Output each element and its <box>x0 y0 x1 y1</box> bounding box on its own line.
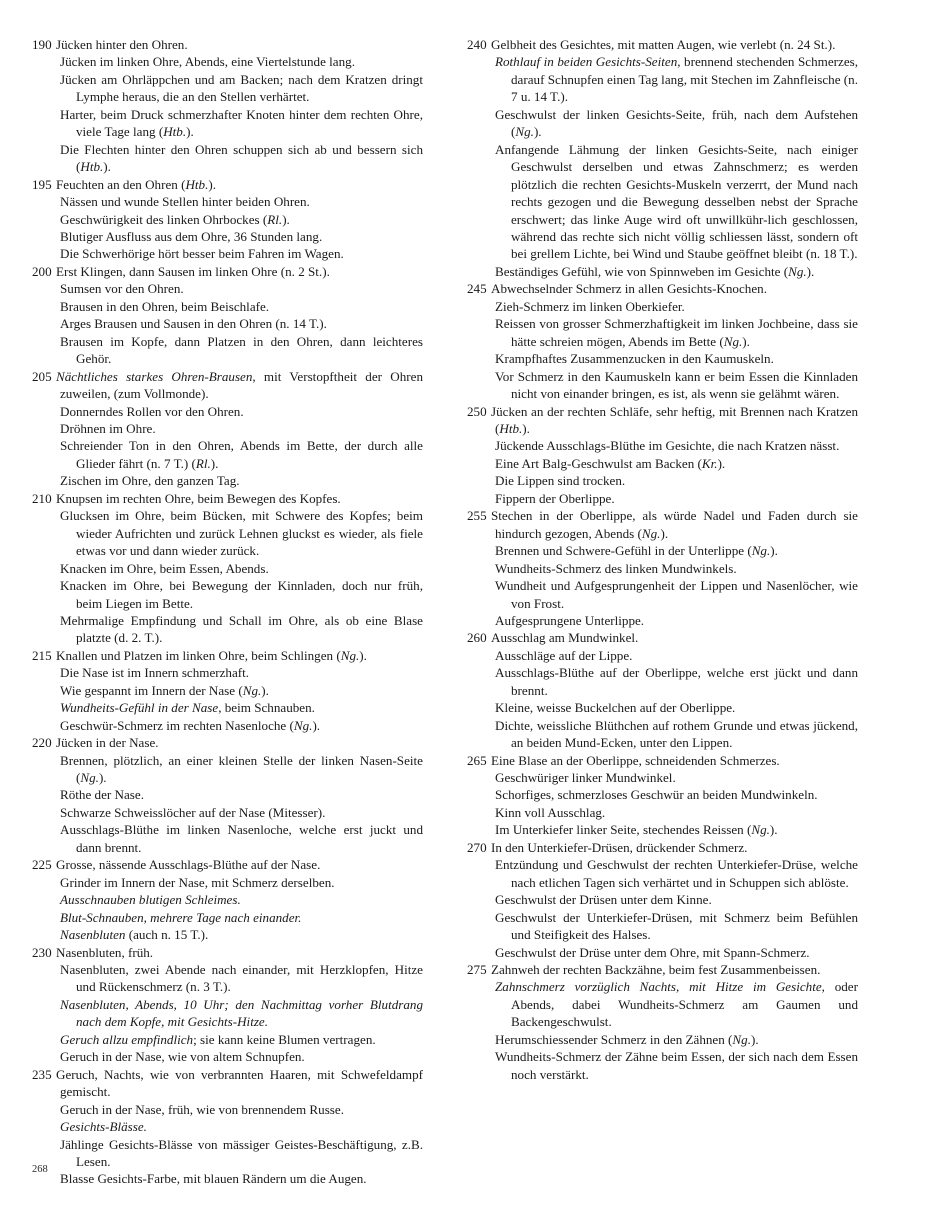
numbered-entry <box>32 490 423 507</box>
symptom-line: Aufgesprungene Unterlippe. <box>495 612 645 628</box>
numbered-entry <box>467 280 858 297</box>
entry-text: Geruch, Nachts, wie von verbrannten Haaren, mit Schwefeldampf gemischt. <box>56 1066 423 1100</box>
symptom-line: Eine Art Balg-Geschwulst am Backen (Kr.). <box>495 455 726 471</box>
entry-text: Jücken an der rechten Schläfe, sehr heftig, mit Brennen nach Kratzen (Htb.). <box>491 403 858 436</box>
symptom-line: Donnerndes Rollen vor den Ohren. <box>60 403 244 419</box>
symptom-line: Geschwulst der Drüsen unter dem Kinne. <box>495 892 712 908</box>
entry-text: Grosse, nässende Ausschlags-Blüthe auf der Nase. <box>56 857 321 873</box>
symptom-line: Mehrmalige Empfindung und Schall im Ohre, als ob eine Blase platzte (d. 2. T.). <box>60 612 423 646</box>
entry-number: 255 <box>467 508 487 524</box>
symptom-line: Ausschnauben blutigen Schleimes. <box>60 892 241 908</box>
entry-number: 220 <box>32 735 52 751</box>
symptom-line: Dröhnen im Ohre. <box>60 420 156 436</box>
symptom-line: Geruch in der Nase, früh, wie von brennendem Russe. <box>60 1101 344 1117</box>
entry-number: 215 <box>32 647 52 663</box>
symptom-line: Die Flechten hinter den Ohren schuppen sich ab und bessern sich (Htb.). <box>60 141 423 175</box>
symptom-line: Geschwulst der Unterkiefer-Drüsen, mit Schmerz beim Befühlen und Steifigkeit des Halses. <box>495 909 858 943</box>
symptom-line: Nasenbluten, zwei Abende nach einander, mit Herzklopfen, Hitze und Rückenschmerz (n. 3 T.). <box>60 962 423 995</box>
symptom-line: Knacken im Ohre, beim Essen, Abends. <box>60 560 269 576</box>
symptom-line: Jählinge Gesichts-Blässe von mässiger Geistes-Beschäftigung, z.B. Lesen. <box>60 1136 423 1169</box>
numbered-entry <box>467 961 858 978</box>
symptom-line: Knacken im Ohre, bei Bewegung der Kinnladen, doch nur früh, beim Liegen im Bette. <box>60 578 423 611</box>
numbered-entry <box>467 839 858 856</box>
entry-text: Knallen und Platzen im linken Ohre, beim Schlingen (Ng.). <box>56 647 367 663</box>
entry-number: 190 <box>32 37 52 52</box>
symptom-line: Wundheits-Schmerz der Zähne beim Essen, der sich nach dem Essen noch verstärkt. <box>495 1049 858 1082</box>
symptom-line: Glucksen im Ohre, beim Bücken, mit Schwere des Kopfes; beim wieder Aufrichten und zurück Lehnen gluckst es wieder, als fiele etwas vor und dann wieder zurück. <box>60 508 423 559</box>
page-number: 268 <box>32 1164 48 1175</box>
symptom-line: Reissen von grosser Schmerzhaftigkeit im linken Jochbeine, dass sie hätte schreien mögen, Abends im Bette (Ng.). <box>495 316 858 349</box>
entry-text: Jücken in der Nase. <box>56 735 159 751</box>
symptom-line: Brennen und Schwere-Gefühl in der Unterlippe (Ng.). <box>495 543 778 559</box>
entry-text: Nächtliches starkes Ohren-Brausen, mit Verstopftheit der Ohren zuweilen, (zum Vollmonde). <box>56 368 424 402</box>
symptom-line: Nasenbluten (auch n. 15 T.). <box>60 927 209 943</box>
symptom-line: Ausschlags-Blüthe im linken Nasenloche, welche erst juckt und dann brennt. <box>60 822 423 855</box>
symptom-line: Nässen und wunde Stellen hinter beiden Ohren. <box>60 194 310 210</box>
entry-text: Jücken hinter den Ohren. <box>56 37 188 52</box>
numbered-entry <box>32 368 423 403</box>
entry-text: Gelbheit des Gesichtes, mit matten Augen, wie verlebt (n. 24 St.). <box>491 37 836 52</box>
symptom-line: Harter, beim Druck schmerzhafter Knoten hinter dem rechten Ohre, viele Tage lang (Htb.). <box>60 106 423 140</box>
entry-text: Feuchten an den Ohren (Htb.). <box>56 176 216 192</box>
entry-number: 250 <box>467 403 487 419</box>
entry-number: 205 <box>32 368 52 384</box>
symptom-line: Vor Schmerz in den Kaumuskeln kann er beim Essen die Kinnladen nicht von einander bringen, es ist, als wenn sie gelähmt wären. <box>495 368 858 402</box>
entry-number: 275 <box>467 962 487 978</box>
entry-number: 270 <box>467 839 487 855</box>
symptom-line: Geschwulst der linken Gesichts-Seite, früh, nach dem Aufstehen (Ng.). <box>495 106 858 140</box>
symptom-line: Entzündung und Geschwulst der rechten Unterkiefer-Drüse, welche nach etlichen Tagen sich verhärtet und in Schuppen sich ablöste. <box>495 857 858 890</box>
symptom-line: Jücken im linken Ohre, Abends, eine Viertelstunde lang. <box>60 54 355 70</box>
numbered-entry <box>467 507 858 542</box>
entry-text: Knupsen im rechten Ohre, beim Bewegen des Kopfes. <box>56 490 341 506</box>
entry-number: 230 <box>32 944 52 960</box>
numbered-entry <box>467 36 858 53</box>
symptom-line: Die Nase ist im Innern schmerzhaft. <box>60 665 250 681</box>
numbered-entry <box>32 176 423 193</box>
symptom-line: Wie gespannt im Innern der Nase (Ng.). <box>60 682 269 698</box>
symptom-line: Brausen in den Ohren, beim Beischlafe. <box>60 298 270 314</box>
symptom-line: Wundheits-Gefühl in der Nase, beim Schnauben. <box>60 700 315 716</box>
entry-text: Stechen in der Oberlippe, als würde Nadel und Faden durch sie hindurch gezogen, Abends (Ng.). <box>491 508 858 541</box>
numbered-entry <box>467 752 858 769</box>
symptom-line: Im Unterkiefer linker Seite, stechendes Reissen (Ng.). <box>495 822 778 838</box>
symptom-line: Geschwürigkeit des linken Ohrbockes (Rl.). <box>60 211 290 227</box>
numbered-entry <box>32 1066 423 1101</box>
symptom-line: Fippern der Oberlippe. <box>495 490 615 506</box>
symptom-line: Brennen, plötzlich, an einer kleinen Stelle der linken Nasen-Seite (Ng.). <box>60 752 423 786</box>
entry-number: 210 <box>32 490 52 506</box>
entry-number: 225 <box>32 857 52 873</box>
entry-number: 260 <box>467 630 487 646</box>
symptom-line: Nasenbluten, Abends, 10 Uhr; den Nachmittag vorher Blutdrang nach dem Kopfe, mit Gesichts-Hitze. <box>60 996 423 1030</box>
symptom-line: Schorfiges, schmerzloses Geschwür an beiden Mundwinkeln. <box>495 787 818 803</box>
symptom-line: Arges Brausen und Sausen in den Ohren (n. 14 T.). <box>60 316 327 332</box>
numbered-entry <box>32 856 423 873</box>
symptom-line: Kinn voll Ausschlag. <box>495 804 606 820</box>
symptom-line: Zieh-Schmerz im linken Oberkiefer. <box>495 298 685 314</box>
entry-number: 200 <box>32 263 52 279</box>
symptom-line: Wundheit und Aufgesprungenheit der Lippen und Nasenlöcher, wie von Frost. <box>495 578 858 611</box>
numbered-entry <box>32 647 423 664</box>
entry-text: Eine Blase an der Oberlippe, schneidenden Schmerzes. <box>491 752 780 768</box>
entry-text: Nasenbluten, früh. <box>56 944 154 960</box>
symptom-line: Die Schwerhörige hört besser beim Fahren im Wagen. <box>60 246 344 262</box>
numbered-entry <box>32 36 423 53</box>
entry-text: In den Unterkiefer-Drüsen, drückender Schmerz. <box>491 839 748 855</box>
symptom-line: Die Lippen sind trocken. <box>495 473 626 489</box>
symptom-line: Beständiges Gefühl, wie von Spinnweben im Gesichte (Ng.). <box>495 263 815 279</box>
entry-number: 240 <box>467 37 487 52</box>
symptom-line: Geschwulst der Drüse unter dem Ohre, mit Spann-Schmerz. <box>495 944 810 960</box>
symptom-line: Blutiger Ausfluss aus dem Ohre, 36 Stunden lang. <box>60 228 323 244</box>
symptom-line: Zischen im Ohre, den ganzen Tag. <box>60 473 240 489</box>
numbered-entry <box>32 734 423 751</box>
symptom-line: Herumschiessender Schmerz in den Zähnen (Ng.). <box>495 1031 759 1047</box>
symptom-line: Geschwüriger linker Mundwinkel. <box>495 770 676 786</box>
entry-text: Erst Klingen, dann Sausen im linken Ohre (n. 2 St.). <box>56 263 330 279</box>
symptom-line: Ausschlags-Blüthe auf der Oberlippe, welche erst jückt und dann brennt. <box>495 665 858 698</box>
numbered-entry <box>32 263 423 280</box>
symptom-line: Wundheits-Schmerz des linken Mundwinkels. <box>495 560 737 576</box>
symptom-line: Dichte, weissliche Blüthchen auf rothem Grunde und etwas jückend, an beiden Mund-Ecken, unter den Lippen. <box>495 717 858 751</box>
symptom-line: Grinder im Innern der Nase, mit Schmerz derselben. <box>60 874 335 890</box>
entry-number: 195 <box>32 176 52 192</box>
symptom-line: Ausschläge auf der Lippe. <box>495 647 633 663</box>
numbered-entry <box>467 403 858 438</box>
symptom-line: Brausen im Kopfe, dann Platzen in den Ohren, dann leichteres Gehör. <box>60 333 423 367</box>
right-column <box>467 36 858 1146</box>
symptom-line: Kleine, weisse Buckelchen auf der Oberlippe. <box>495 700 736 716</box>
symptom-line: Gesichts-Blässe. <box>60 1119 147 1135</box>
numbered-entry <box>467 629 858 646</box>
symptom-line: Krampfhaftes Zusammenzucken in den Kaumuskeln. <box>495 351 774 367</box>
symptom-line: Schwarze Schweisslöcher auf der Nase (Mitesser). <box>60 804 326 820</box>
symptom-line: Sumsen vor den Ohren. <box>60 281 184 297</box>
symptom-line: Jückende Ausschlags-Blüthe im Gesichte, die nach Kratzen nässt. <box>495 438 840 454</box>
symptom-line: Geruch allzu empfindlich; sie kann keine Blumen vertragen. <box>60 1031 376 1047</box>
entry-text: Abwechselnder Schmerz in allen Gesichts-Knochen. <box>491 281 767 297</box>
entry-number: 235 <box>32 1066 52 1082</box>
symptom-line: Schreiender Ton in den Ohren, Abends im Bette, der durch alle Glieder fährt (n. 7 T.) (Rl.). <box>60 438 423 471</box>
symptom-line: Zahnschmerz vorzüglich Nachts, mit Hitze im Gesichte, oder Abends, dabei Wundheits-Schmerz am Gaumen und Backengeschwulst. <box>495 979 858 1030</box>
numbered-entry <box>32 944 423 961</box>
symptom-line: Anfangende Lähmung der linken Gesichts-Seite, nach einiger Geschwulst derselben und etwas Zahnschmerz; es werden plötzlich die rechten Gesichts-Muskeln verzerrt, der Mund nach rechts gezogen und die Bewegung desselben nebst der Sprache erschwert; das linke Auge wird oft unwillkühr-lich geschlossen, während das rechte sich nicht völlig schliessen lässt, sondern oft bei grellem Lichte, bei Wind und Staube geöffnet bleibt (n. 18 T.). <box>495 141 858 262</box>
symptom-line: Geruch in der Nase, wie von altem Schnupfen. <box>60 1049 305 1065</box>
symptom-line: Blasse Gesichts-Farbe, mit blauen Rändern um die Augen. <box>60 1171 367 1187</box>
symptom-line: Rothlauf in beiden Gesichts-Seiten, brennend stechenden Schmerzes, darauf Schnupfen einen Tag lang, mit Stechen im Zahnfleische (n. 7 u. 14 T.). <box>495 54 859 105</box>
entry-number: 265 <box>467 752 487 768</box>
symptom-line: Jücken am Ohrläppchen und am Backen; nach dem Kratzen dringt Lymphe heraus, die an den Stellen verhärtet. <box>60 71 423 105</box>
entry-text: Ausschlag am Mundwinkel. <box>491 630 639 646</box>
symptom-line: Röthe der Nase. <box>60 787 144 803</box>
entry-number: 245 <box>467 281 487 297</box>
symptom-line: Geschwür-Schmerz im rechten Nasenloche (Ng.). <box>60 717 321 733</box>
symptom-line: Blut-Schnauben, mehrere Tage nach einander. <box>60 909 302 925</box>
entry-text: Zahnweh der rechten Backzähne, beim fest Zusammenbeissen. <box>491 962 821 978</box>
